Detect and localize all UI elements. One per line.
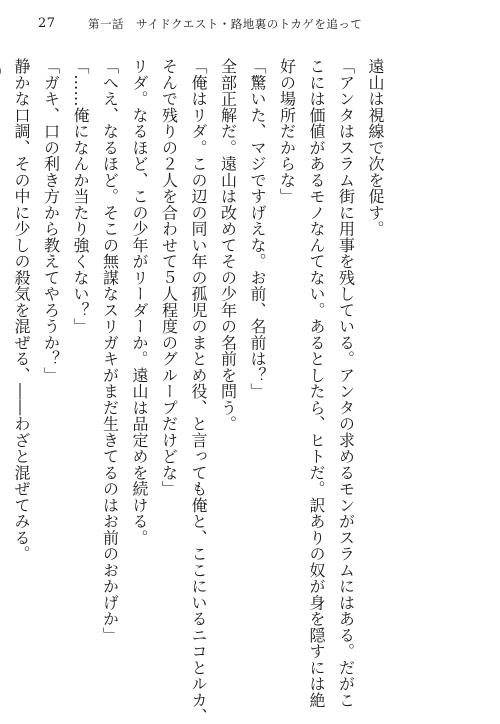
text-line-14 <box>0 58 7 674</box>
text-line-13: 静かな口調、その中に少しの殺気を混ぜる、――わざと混ぜてみる。 <box>12 58 31 562</box>
text-line-4: 好の場所だからな」 <box>277 58 297 205</box>
text-line-3: こには価値があるモノなんてない。あるとしたら、ヒトだ。訳ありの奴が身を隠すには絶 <box>307 58 326 708</box>
body-text <box>0 58 390 724</box>
running-head: 第一話 サイドクエスト・路地裏のトカゲを追って <box>88 17 363 31</box>
text-line-6: 全部正解だ。遠山は改めてその少年の名前を問う。 <box>218 58 238 432</box>
text-line-2: 「アンタはスラム街に用事を残している。アンタの求めるモンがスラムにはある。だがこ <box>336 58 356 708</box>
text-line-1: 遠山は視線で次を促す。 <box>366 58 385 237</box>
text-line-9: リダ。なるほど、この少年がリーダーか。遠山は品定めを続ける。 <box>130 58 149 546</box>
text-line-11: 「……俺になんか当たり強くない？」 <box>71 58 90 335</box>
text-line-7: 「俺はリダ。この辺の同い年の孤児のまとめ役、と言っても俺と、ここにいるニコとルカ、 <box>189 58 208 724</box>
text-line-12: 「ガキ、口の利き方から教えてやろうか？」 <box>41 58 61 383</box>
text-line-8: そんで残りの２人を合わせて５人程度のグループだけどな」 <box>159 58 179 497</box>
text-line-10: 「へえ、なるほど。そこの無謀なスリガキがまだ生きてるのはお前のおかげか」 <box>100 58 120 643</box>
text-line-5: 「驚いた、マジですげえな。お前、名前は？」 <box>248 58 267 400</box>
page-number: 27 <box>38 16 56 31</box>
